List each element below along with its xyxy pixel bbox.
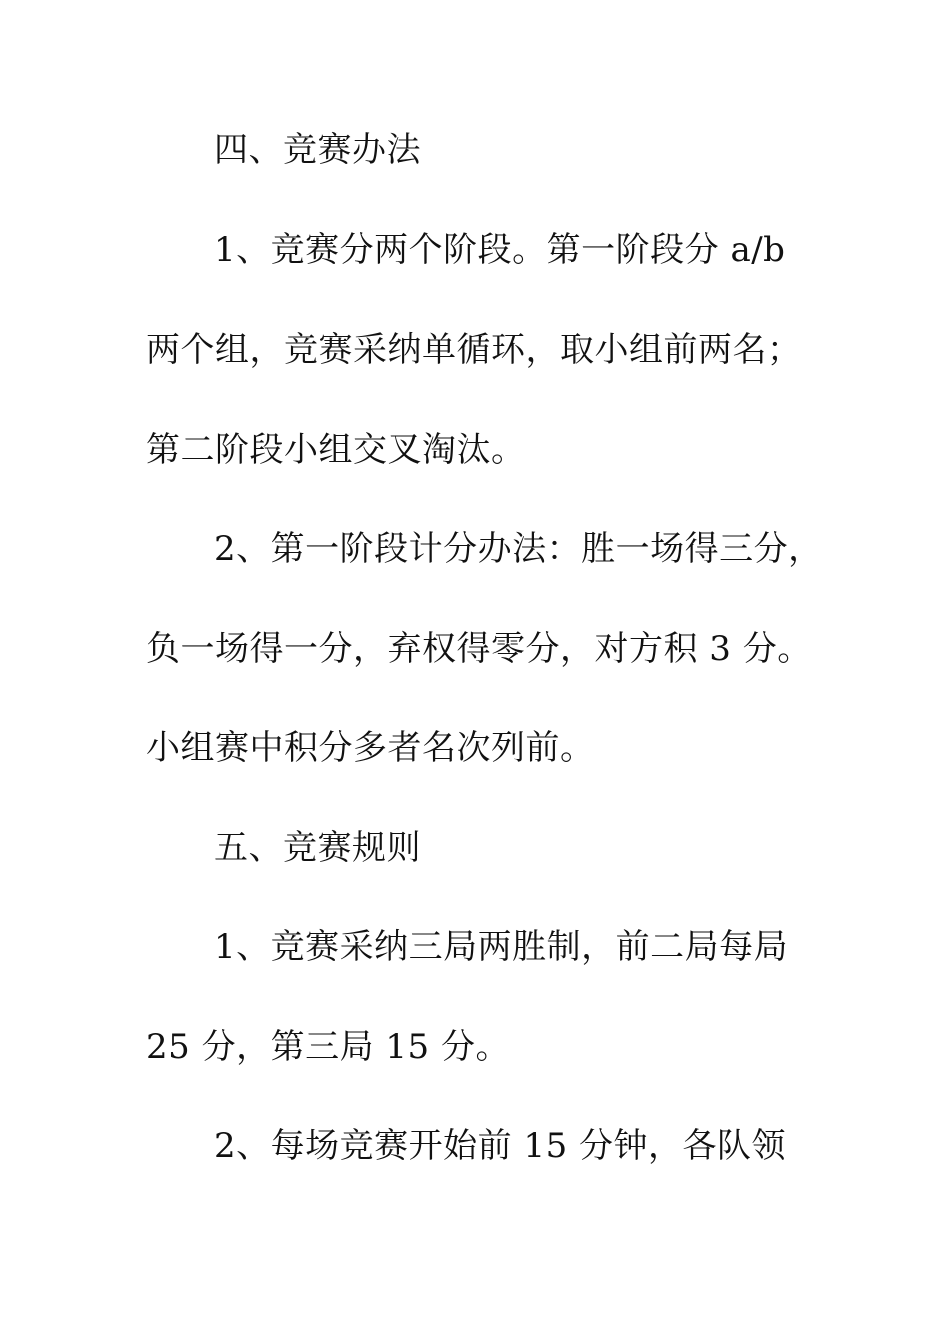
section-heading-competition-method: 四、竞赛办法 xyxy=(214,130,421,170)
paragraph-line: 小组赛中积分多者名次列前。 xyxy=(146,728,595,768)
paragraph-line: 1、竞赛采纳三局两胜制，前二局每局 xyxy=(214,927,789,967)
paragraph-line: 2、每场竞赛开始前 15 分钟，各队领 xyxy=(214,1126,787,1166)
section-heading-competition-rules: 五、竞赛规则 xyxy=(214,828,421,868)
paragraph-line: 负一场得一分，弃权得零分，对方积 3 分。 xyxy=(146,629,812,669)
paragraph-line: 两个组，竞赛采纳单循环，取小组前两名； xyxy=(146,330,802,370)
paragraph-line: 第二阶段小组交叉淘汰。 xyxy=(146,430,526,470)
paragraph-line: 2、第一阶段计分办法：胜一场得三分， xyxy=(214,529,823,569)
paragraph-line: 25 分，第三局 15 分。 xyxy=(146,1027,510,1067)
paragraph-line: 1、竞赛分两个阶段。第一阶段分 a/b xyxy=(214,230,786,270)
